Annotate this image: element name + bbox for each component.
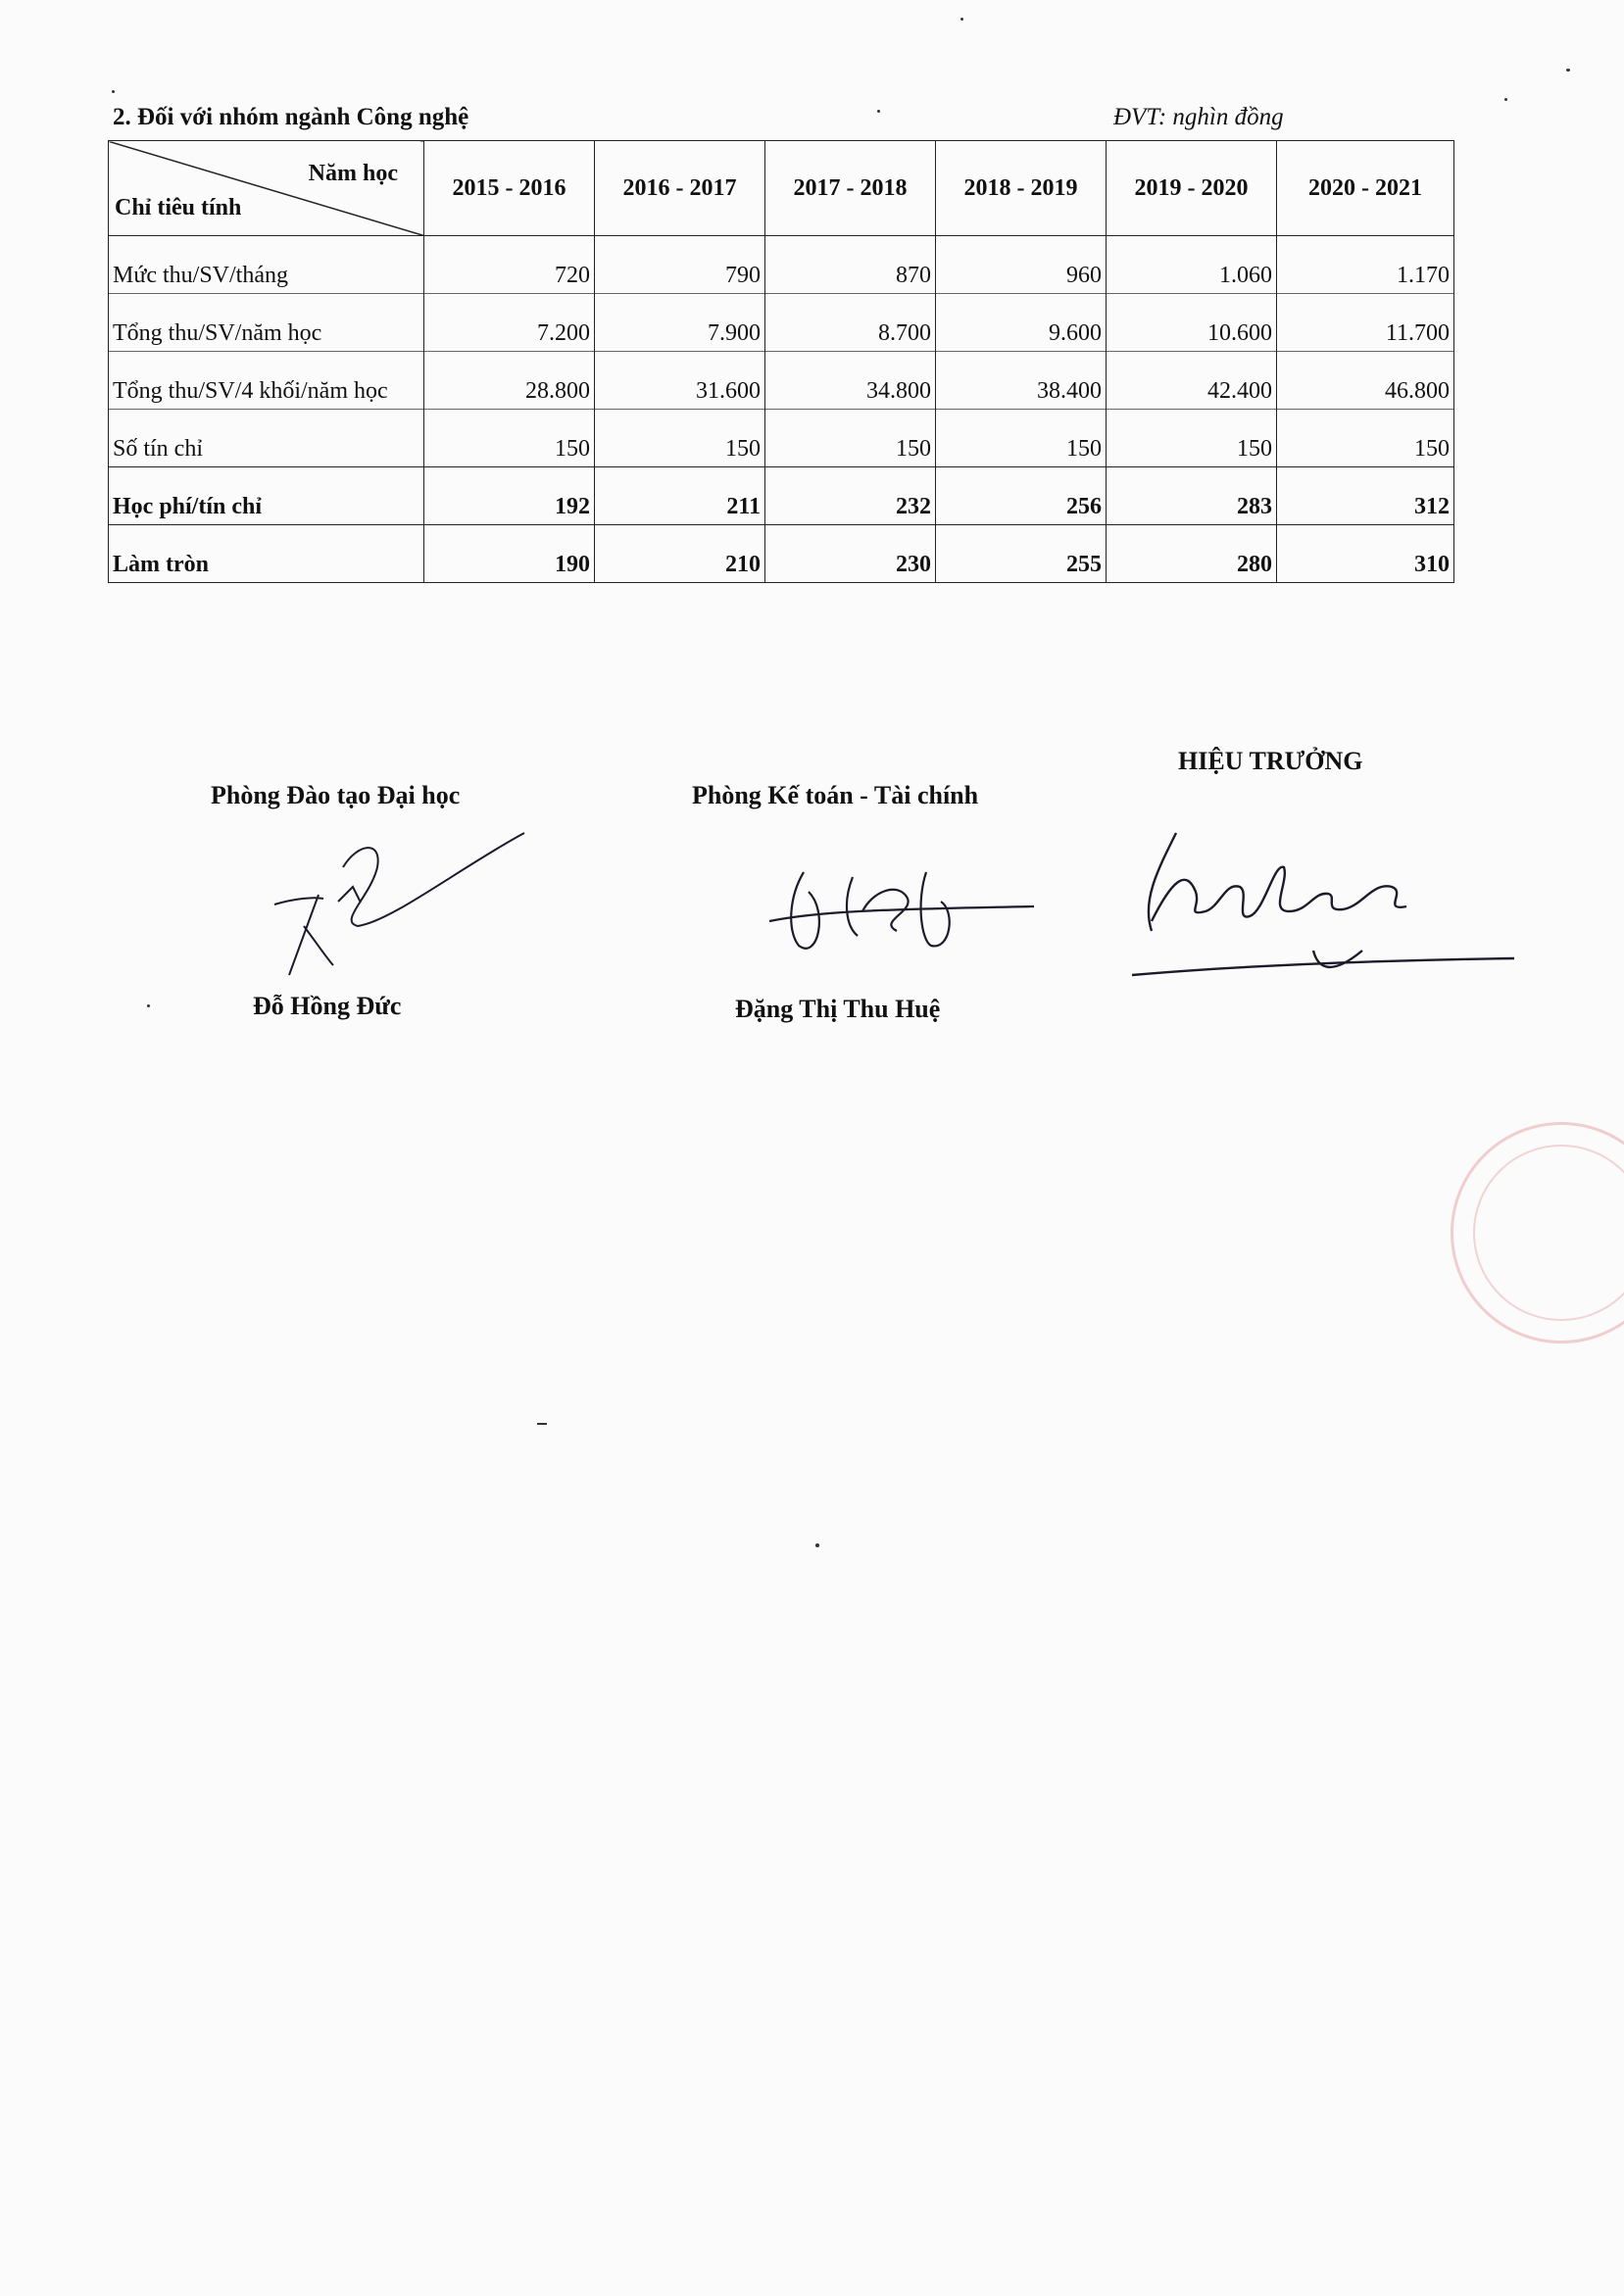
value-cell: 210 xyxy=(595,525,765,583)
year-header: 2017 - 2018 xyxy=(765,141,936,236)
value-cell: 150 xyxy=(595,410,765,467)
value-cell: 190 xyxy=(424,525,595,583)
tuition-table xyxy=(108,140,1454,583)
table-row xyxy=(109,525,1454,583)
corner-header-cell xyxy=(109,141,424,236)
year-header: 2015 - 2016 xyxy=(424,141,595,236)
signature-do-hong-duc xyxy=(265,828,529,985)
year-header: 2019 - 2020 xyxy=(1107,141,1277,236)
value-cell: 211 xyxy=(595,467,765,525)
value-cell: 38.400 xyxy=(936,352,1107,410)
value-cell: 150 xyxy=(1107,410,1277,467)
value-cell: 720 xyxy=(424,236,595,294)
value-cell: 1.170 xyxy=(1277,236,1454,294)
value-cell: 9.600 xyxy=(936,294,1107,352)
row-label: Học phí/tín chỉ xyxy=(109,467,424,525)
row-label: Làm tròn xyxy=(109,525,424,583)
table-row xyxy=(109,236,1454,294)
value-cell: 150 xyxy=(424,410,595,467)
faint-stamp xyxy=(1451,1122,1624,1343)
training-office-title: Phòng Đào tạo Đại học xyxy=(211,781,461,809)
corner-bottom-label: Chỉ tiêu tính xyxy=(115,195,242,220)
table-row xyxy=(109,467,1454,525)
corner-top-label: Năm học xyxy=(308,161,398,186)
value-cell: 150 xyxy=(765,410,936,467)
row-label: Tổng thu/SV/năm học xyxy=(109,294,424,352)
table-row xyxy=(109,352,1454,410)
value-cell: 232 xyxy=(765,467,936,525)
value-cell: 256 xyxy=(936,467,1107,525)
value-cell: 34.800 xyxy=(765,352,936,410)
value-cell: 46.800 xyxy=(1277,352,1454,410)
year-header: 2020 - 2021 xyxy=(1277,141,1454,236)
signature-dang-thi-thu-hue xyxy=(760,853,1044,970)
training-office-signer: Đỗ Hồng Đức xyxy=(253,992,402,1020)
finance-office-signer: Đặng Thị Thu Huệ xyxy=(735,995,941,1023)
section-title: 2. Đối với nhóm ngành Công nghệ xyxy=(113,104,469,130)
value-cell: 11.700 xyxy=(1277,294,1454,352)
value-cell: 42.400 xyxy=(1107,352,1277,410)
value-cell: 31.600 xyxy=(595,352,765,410)
signature-rector xyxy=(1127,813,1519,990)
table-row xyxy=(109,294,1454,352)
table-header-row xyxy=(109,141,1454,236)
value-cell: 790 xyxy=(595,236,765,294)
value-cell: 10.600 xyxy=(1107,294,1277,352)
table-row xyxy=(109,410,1454,467)
value-cell: 960 xyxy=(936,236,1107,294)
row-label: Tổng thu/SV/4 khối/năm học xyxy=(109,352,424,410)
value-cell: 255 xyxy=(936,525,1107,583)
unit-note: ĐVT: nghìn đồng xyxy=(1113,104,1284,130)
value-cell: 230 xyxy=(765,525,936,583)
year-header: 2016 - 2017 xyxy=(595,141,765,236)
value-cell: 150 xyxy=(1277,410,1454,467)
rector-title: HIỆU TRƯỞNG xyxy=(1178,747,1363,775)
value-cell: 8.700 xyxy=(765,294,936,352)
value-cell: 283 xyxy=(1107,467,1277,525)
value-cell: 310 xyxy=(1277,525,1454,583)
row-label: Số tín chỉ xyxy=(109,410,424,467)
value-cell: 870 xyxy=(765,236,936,294)
value-cell: 28.800 xyxy=(424,352,595,410)
value-cell: 150 xyxy=(936,410,1107,467)
finance-office-title: Phòng Kế toán - Tài chính xyxy=(692,781,979,809)
value-cell: 7.200 xyxy=(424,294,595,352)
row-label: Mức thu/SV/tháng xyxy=(109,236,424,294)
value-cell: 1.060 xyxy=(1107,236,1277,294)
value-cell: 192 xyxy=(424,467,595,525)
value-cell: 7.900 xyxy=(595,294,765,352)
value-cell: 312 xyxy=(1277,467,1454,525)
year-header: 2018 - 2019 xyxy=(936,141,1107,236)
value-cell: 280 xyxy=(1107,525,1277,583)
